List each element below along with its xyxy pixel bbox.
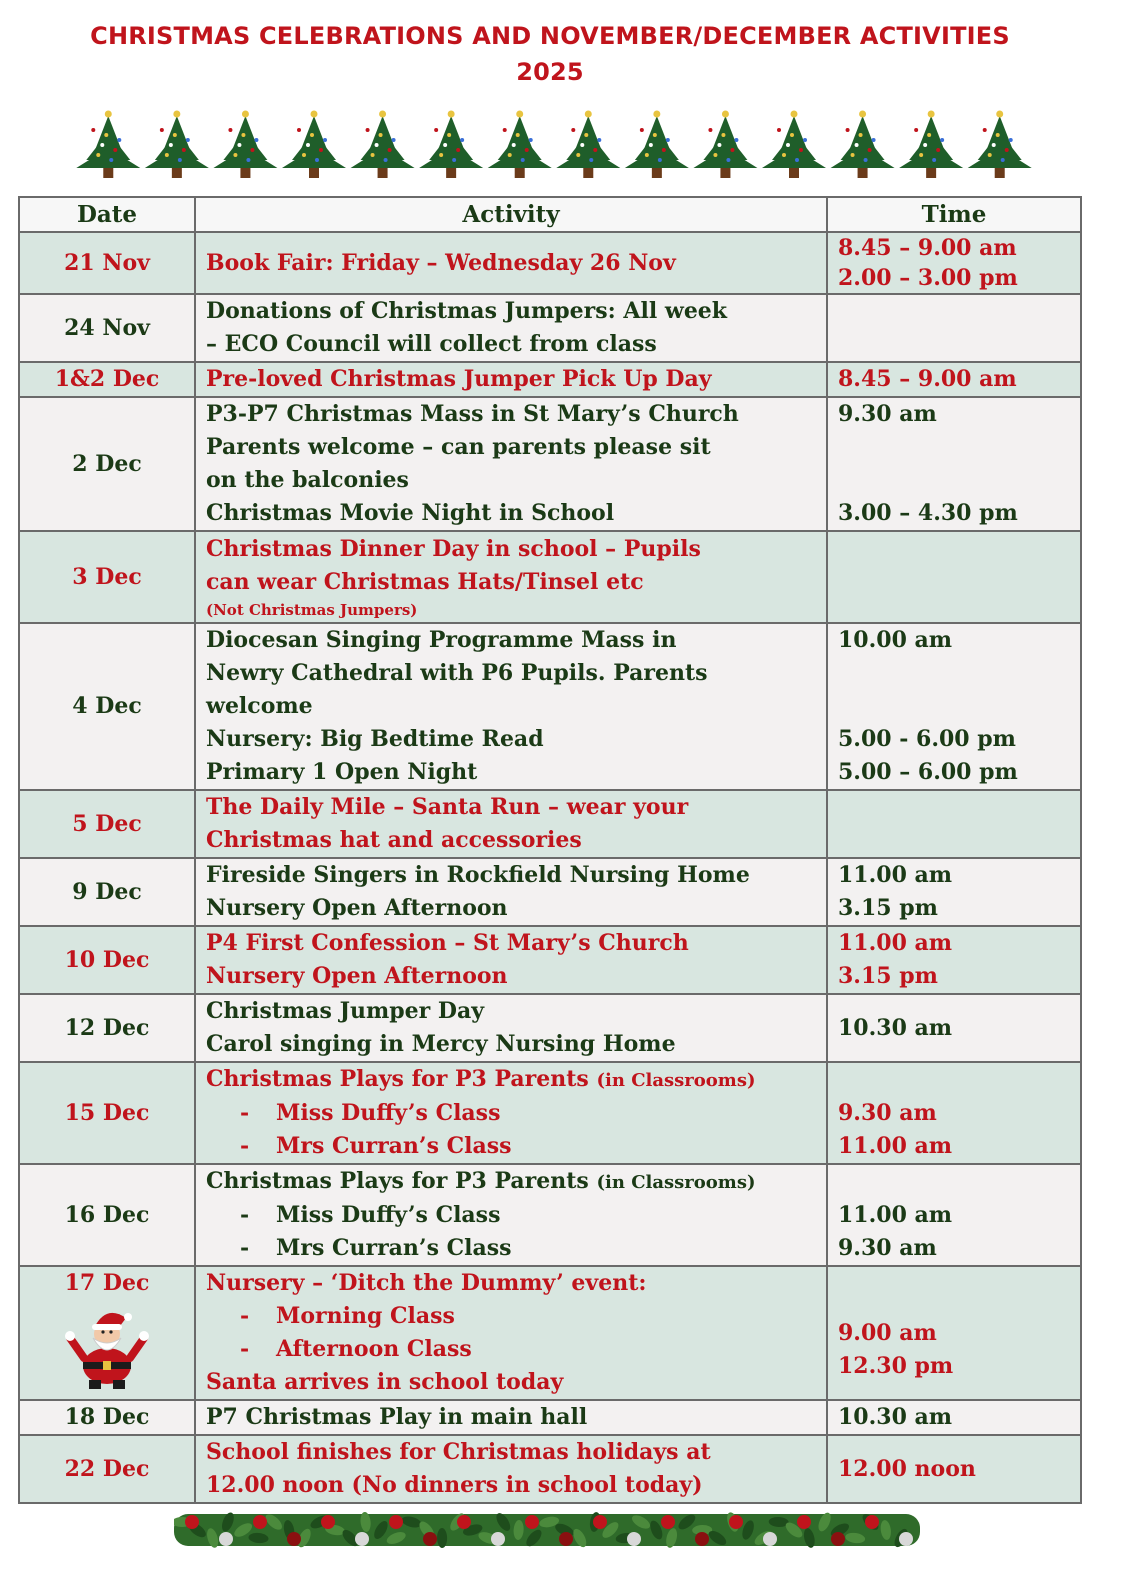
activity-line: Book Fair: Friday – Wednesday 26 Nov [206,249,676,276]
row-date: 18 Dec [19,1400,195,1435]
activity-line: welcome [206,693,313,719]
list-item-label: Mrs Curran’s Class [276,1133,512,1159]
list-item-label: Mrs Curran’s Class [276,1235,512,1261]
time-line: 9.30 am [838,1234,937,1261]
time-line: 11.00 am [838,1132,953,1159]
row-date: 1&2 Dec [19,362,195,397]
activity-line: Nursery: Big Bedtime Read [206,726,544,752]
time-line: 12.30 pm [838,1352,954,1379]
row-date: 5 Dec [19,790,195,858]
activity-line: Santa arrives in school today [206,1369,564,1395]
header-activity: Activity [195,197,827,232]
christmas-tree-icon [419,111,483,179]
row-time [827,1164,1081,1266]
christmas-tree-icon [145,111,209,179]
activity-line: Diocesan Singing Programme Mass in [206,627,677,653]
table-row [19,397,1081,531]
activity-line: Parents welcome – can parents please sit [206,434,711,460]
header-row [19,197,1081,232]
row-date: 4 Dec [19,623,195,790]
activity-line: The Daily Mile – Santa Run – wear your [206,794,689,820]
christmas-tree-icon [351,111,415,179]
time-line: 2.00 – 3.00 pm [838,265,1018,291]
list-item [206,1199,816,1232]
table-row [19,1164,1081,1266]
table-row [19,1400,1081,1435]
time-line: 11.00 am [838,862,953,888]
row-activity [195,858,827,926]
row-time [827,1062,1081,1164]
row-date: 3 Dec [19,531,195,623]
activity-line: P4 First Confession – St Mary’s Church [206,930,689,956]
activity-line: Carol singing in Mercy Nursing Home [206,1031,676,1057]
bullet-dash: - [240,1133,250,1159]
bullet-dash: - [240,1336,250,1362]
table-row [19,362,1081,397]
row-date: 15 Dec [19,1062,195,1164]
table-row [19,858,1081,926]
time-line: 5.00 – 6.00 pm [838,759,1018,785]
activity-line: Nursery Open Afternoon [206,963,508,989]
activity-line: P7 Christmas Play in main hall [206,1404,588,1430]
row-activity [195,994,827,1062]
row-date: 22 Dec [19,1435,195,1503]
table-row [19,623,1081,790]
time-line: 9.30 am [838,401,937,427]
time-line: 9.00 am [838,1319,937,1346]
time-line: 11.00 am [838,930,953,956]
activity-line: P3-P7 Christmas Mass in St Mary’s Church [206,401,739,427]
row-time [827,232,1081,294]
table-row [19,1435,1081,1503]
time-line: 9.30 am [838,1099,937,1126]
row-date: 12 Dec [19,994,195,1062]
table-row [19,294,1081,362]
activity-line: Christmas Plays for P3 Parents [206,1066,589,1092]
christmas-tree-icon [625,111,689,179]
activity-line: Newry Cathedral with P6 Pupils. Parents [206,660,708,686]
row-activity [195,790,827,858]
christmas-tree-icon [831,111,895,179]
row-time [827,926,1081,994]
row-date [19,1266,195,1400]
bullet-dash: - [240,1100,250,1126]
christmas-tree-icon [968,111,1032,179]
page-subtitle-year: 2025 [516,58,584,86]
list-item [206,1097,816,1130]
activity-line: Donations of Christmas Jumpers: All week [206,298,728,324]
christmas-tree-icon [213,111,277,179]
christmas-tree-icon [693,111,757,179]
row-activity [195,1266,827,1400]
table-row [19,232,1081,294]
row-activity [195,1164,827,1266]
activity-line: can wear Christmas Hats/Tinsel etc [206,569,644,595]
time-line: 3.15 pm [838,963,938,989]
row-activity [195,362,827,397]
row-date: 16 Dec [19,1164,195,1266]
bullet-dash: - [240,1235,250,1261]
row-date: 2 Dec [19,397,195,531]
activity-line: Christmas Dinner Day in school – Pupils [206,536,701,562]
activity-line: Christmas Plays for P3 Parents [206,1168,589,1194]
table-row [19,1266,1081,1400]
row-time [827,858,1081,926]
time-line: 12.00 noon [838,1455,976,1482]
time-line: 11.00 am [838,1201,953,1228]
row-time [827,1400,1081,1435]
activity-line: Christmas Jumper Day [206,998,485,1024]
activity-line: on the balconies [206,467,409,493]
list-item-label: Afternoon Class [276,1336,472,1362]
christmas-tree-icon [76,111,140,179]
santa-icon [62,1304,152,1390]
activity-line: Pre-loved Christmas Jumper Pick Up Day [206,366,712,392]
table-row [19,1062,1081,1164]
row-activity [195,926,827,994]
list-item [206,1333,816,1366]
row-date: 10 Dec [19,926,195,994]
row-activity [195,623,827,790]
time-line: 10.00 am [838,627,953,653]
list-item [206,1300,816,1333]
list-item-label: Miss Duffy’s Class [276,1100,501,1126]
time-line: 8.45 – 9.00 am [838,235,1017,261]
row-time [827,1266,1081,1400]
garland-icon [174,1500,920,1560]
time-line: 3.00 – 4.30 pm [838,500,1018,526]
time-line: 3.15 pm [838,895,938,921]
christmas-tree-icon [282,111,346,179]
list-item [206,1130,816,1163]
activities-table [18,196,1082,1504]
header-time: Time [827,197,1081,232]
time-line: 10.30 am [838,1014,953,1041]
row-time [827,531,1081,623]
list-item-label: Morning Class [276,1303,455,1329]
bullet-dash: - [240,1303,250,1329]
activity-line: Nursery – ‘Ditch the Dummy’ event: [206,1270,647,1296]
row-date: 21 Nov [19,232,195,294]
activity-line: Nursery Open Afternoon [206,895,508,921]
row-activity [195,294,827,362]
row-time [827,790,1081,858]
row-time [827,362,1081,397]
time-line: 10.30 am [838,1404,953,1430]
row-date: 9 Dec [19,858,195,926]
activity-line: 12.00 noon (No dinners in school today) [206,1472,703,1498]
row-time [827,623,1081,790]
row-activity [195,232,827,294]
time-line: 8.45 – 9.00 am [838,366,1017,392]
row-date-label: 17 Dec [64,1270,150,1296]
row-activity [195,1062,827,1164]
christmas-tree-icon [556,111,620,179]
row-time [827,1435,1081,1503]
christmas-tree-icon [899,111,963,179]
christmas-trees-banner [74,108,1034,180]
table-row [19,790,1081,858]
row-time [827,397,1081,531]
table-row [19,994,1081,1062]
row-activity [195,1435,827,1503]
christmas-tree-icon [762,111,826,179]
page-title: CHRISTMAS CELEBRATIONS AND NOVEMBER/DECEMBER ACTIVITIES [90,22,1010,50]
row-activity [195,531,827,623]
row-time [827,994,1081,1062]
activity-line: Primary 1 Open Night [206,759,478,785]
christmas-tree-icon [488,111,552,179]
activity-line: Christmas Movie Night in School [206,500,615,526]
activity-note: (in Classrooms) [596,1172,756,1193]
row-time [827,294,1081,362]
list-item [206,1232,816,1265]
activity-line: School finishes for Christmas holidays at [206,1439,711,1465]
row-date: 24 Nov [19,294,195,362]
header-date: Date [19,197,195,232]
table-row [19,531,1081,623]
time-line: 5.00 - 6.00 pm [838,726,1016,752]
activity-line: Fireside Singers in Rockfield Nursing Home [206,862,750,888]
row-activity [195,397,827,531]
activity-line: – ECO Council will collect from class [206,331,657,357]
bullet-dash: - [240,1202,250,1228]
table-row [19,926,1081,994]
row-activity [195,1400,827,1435]
activity-line: Christmas hat and accessories [206,827,582,853]
activity-note: (Not Christmas Jumpers) [206,601,418,619]
list-item-label: Miss Duffy’s Class [276,1202,501,1228]
activity-note: (in Classrooms) [596,1070,756,1091]
